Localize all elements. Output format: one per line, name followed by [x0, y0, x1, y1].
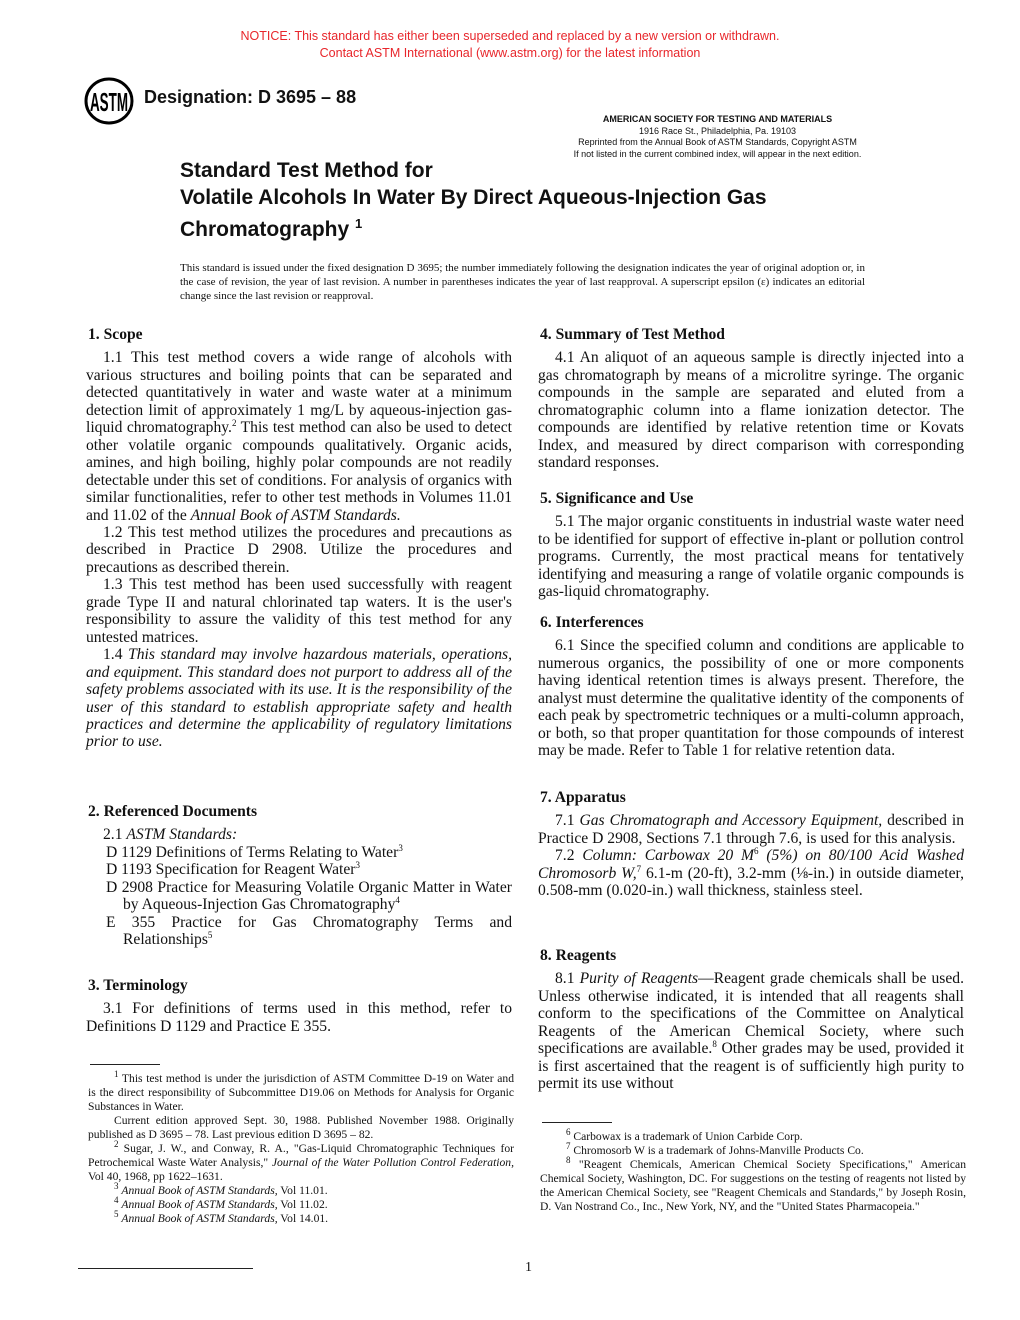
section-heading: 2. Referenced Documents	[88, 803, 258, 820]
text-run: Annual Book of ASTM Standards.	[190, 506, 401, 524]
text-run: "Reagent Chemicals, American Chemical Society Specifications," American Chemical Society, Washington, DC. For suggestions on the testing of reagents not listed by the American Chemical Society, see "Reagent Chemicals and Standards," by Joseph Rosin, D. Van Nostrand Co., Inc., New York, NY, and the "United States Pharmacopeia."	[540, 1158, 966, 1213]
text-run: D 1129 Definitions of Terms Relating to Water	[106, 843, 399, 861]
paragraph	[86, 914, 512, 949]
footnote-ref: 8	[566, 1155, 571, 1166]
section	[86, 326, 512, 751]
text-run: D 2908 Practice for Measuring Volatile Organic Matter in Water by Aqueous-Injection Gas Chromatography	[106, 878, 512, 914]
text-run: 7.1	[555, 812, 580, 830]
section	[538, 947, 964, 1093]
paragraph	[88, 1181, 514, 1198]
text-run: 3.1 For definitions of terms used in this method, refer to Definitions D 1129 and Practice E 355.	[86, 1000, 512, 1035]
text-run: 1.1 This test method covers a wide range of alcohols with various structures and boiling points that can be separated and detected quantitatively in water and waste water at a minimum detection limit of approximately 1 mg/L by aqueous-injection gas-liquid chromatography.	[86, 349, 512, 437]
text-run: 7.2	[555, 847, 583, 865]
notice-line-1: NOTICE: This standard has either been superseded and replaced by a new version or withdrawn.	[240, 29, 780, 43]
society-name: AMERICAN SOCIETY FOR TESTING AND MATERIALS	[602, 114, 833, 124]
text-run: ASTM Standards:	[126, 826, 238, 844]
left-footnotes	[88, 1069, 515, 1226]
text-run: 8.1	[555, 970, 580, 988]
text-run: Annual Book of ASTM Standards,	[121, 1198, 278, 1211]
paragraph	[86, 1000, 512, 1035]
footnote-ref: 1	[114, 1069, 119, 1080]
text-run: 6.1 Since the specified column and conditions are applicable to numerous organics, the possibility of one or more components having identical retention times is always present. Therefore, the analyst must determine the qualitative identity of the components of each peak by spectrometric techniques or a multi-column approach, or both, so that proper quantitation for those compounds of interest may be made. Refer to Table 1 for relative retention data.	[538, 637, 964, 760]
footnote-ref: 6	[754, 846, 759, 857]
text-run: 6.1-m (20-ft), 3.2-mm (⅛-in.) in outside diameter, 0.508-mm (0.020-in.) wall thickness, stainless steel.	[538, 864, 964, 900]
paragraph	[88, 1209, 514, 1226]
text-run: Vol 40, 1968, pp 1622–1631.	[88, 1170, 223, 1183]
footnote-ref: 6	[566, 1127, 571, 1138]
designation: Designation: D 3695 – 88	[144, 87, 357, 107]
text-run: Current edition approved Sept. 30, 1988. Published November 1988. Originally published as D 3695 – 78. Last previous edition D 3695 – 82.	[88, 1114, 514, 1141]
section-heading: 4. Summary of Test Method	[540, 326, 725, 343]
paragraph	[540, 1155, 966, 1214]
section	[538, 789, 964, 900]
footnote-ref: 7	[636, 863, 642, 874]
text-run: —Reagent grade chemicals shall be used. Unless otherwise indicated, it is intended that all reagents shall conform to the specifications of the Committee on Analytical Reagents of the American Chemical Society, where such specifications are available.	[538, 970, 964, 1058]
section-heading: 6. Interferences	[540, 614, 644, 631]
paragraph	[86, 844, 512, 861]
section-heading: 7. Apparatus	[540, 789, 626, 806]
paragraph	[86, 879, 512, 914]
text-run: described in Practice D 2908, Sections 7.1 through 7.6, is used for this analysis.	[538, 812, 965, 847]
paragraph	[88, 1195, 514, 1212]
document-title	[180, 158, 767, 244]
text-run: 1.4	[103, 646, 129, 664]
society-address: 1916 Race St., Philadelphia, Pa. 19103	[638, 125, 797, 136]
paragraph	[540, 1141, 966, 1158]
paragraph	[538, 970, 964, 1092]
title-line-3: Chromatography	[180, 218, 350, 241]
text-run: Vol 11.02.	[277, 1198, 328, 1211]
footnote-divider	[90, 1064, 160, 1065]
paragraph	[538, 637, 964, 759]
paragraph	[86, 349, 512, 524]
text-run: Annual Book of ASTM Standards,	[121, 1212, 278, 1225]
title-line-1: Standard Test Method for	[180, 159, 433, 182]
astm-logo	[84, 78, 134, 124]
paragraph	[88, 1114, 514, 1142]
text-run: (5%) on 80/100 Acid Washed Chromosorb W,	[538, 847, 965, 882]
text-run: 4.1 An aliquot of an aqueous sample is directly injected into a gas chromatograph by means of a microlitre syringe. The organic compounds in the sample are separated and eluted from a chromatographic column into a flame ionization detector. The compounds are identified by relative retention time or Kovats Index, and measured by direct comparison with corresponding standard responses.	[538, 349, 964, 472]
withdrawn-notice	[0, 28, 1020, 61]
paragraph	[538, 513, 964, 600]
text-run: Gas Chromatograph and Accessory Equipment,	[579, 812, 883, 830]
section	[86, 977, 512, 1035]
footnote-divider	[542, 1122, 612, 1123]
section	[86, 803, 512, 949]
section-heading: 3. Terminology	[88, 977, 188, 994]
text-run: Annual Book of ASTM Standards,	[121, 1184, 278, 1197]
footnote-ref: 3	[114, 1181, 119, 1192]
footnote-ref: 2	[114, 1139, 119, 1150]
text-run: Purity of Reagents	[579, 970, 699, 988]
footnote-ref: 2	[231, 418, 237, 429]
paragraph	[538, 847, 964, 899]
paragraph	[88, 1069, 514, 1114]
reprint-note: Reprinted from the Annual Book of ASTM Standards, Copyright ASTM	[578, 137, 857, 148]
text-run: This test method is under the jurisdiction of ASTM Committee D-19 on Water and is the direct responsibility of Subcommittee D19.06 on Methods for Analysis for Organic Substances in Water.	[88, 1072, 514, 1113]
section	[538, 614, 964, 760]
society-info	[540, 114, 895, 160]
text-run: Vol 14.01.	[277, 1212, 329, 1225]
text-run: This test method can also be used to detect other volatile organic compounds qualitatively. Organic acids, amines, and high boiling, highly polar compounds are not readily detectable under this set of conditions. For analysis of organics with similar functionalities, refer to other test methods in Volumes 11.01 and 11.02 of the	[86, 419, 512, 524]
issued-note: This standard is issued under the fixed designation D 3695; the number immediately following the designation indicates the year of original adoption or, in the case of revision, the year of last revision. A number in parentheses indicates the year of last reapproval. A superscript epsilon (ε) indicates an editorial change since the last revision or reapproval.	[180, 262, 865, 302]
section-heading: 5. Significance and Use	[540, 490, 694, 507]
text-run: E 355 Practice for Gas Chromatography Terms and Relationships	[106, 913, 512, 949]
text-run: Sugar, J. W., and Conway, R. A., "Gas-Liquid Chromatographic Techniques for Petrochemical Waste Water Analysis,"	[88, 1142, 514, 1169]
paragraph	[86, 646, 512, 751]
text-run: This standard may involve hazardous materials, operations, and equipment. This standard does not purport to address all of the safety problems associated with its use. It is the responsibility of the user of this standard to establish appropriate safety and health practices and determine the applicability of regulatory limitations prior to use.	[86, 646, 513, 751]
section-heading: 8. Reagents	[540, 947, 617, 964]
footnote-ref: 5	[207, 929, 213, 940]
footnote-ref: 7	[566, 1141, 571, 1152]
paragraph	[86, 576, 512, 646]
paragraph	[86, 826, 512, 843]
section	[538, 326, 964, 472]
page-number: 1	[525, 1260, 532, 1275]
section-heading: 1. Scope	[88, 326, 143, 343]
text-run: Journal of the Water Pollution Control Federation,	[271, 1156, 515, 1169]
text-run: Other grades may be used, provided it is first ascertained that the reagent is of sufficiently high purity to permit its use without	[538, 1040, 964, 1093]
footnote-ref: 3	[398, 842, 403, 853]
paragraph	[86, 524, 512, 576]
text-run: D 1193 Specification for Reagent Water	[106, 861, 356, 879]
footnote-ref: 8	[712, 1039, 717, 1050]
footnote-ref: 5	[114, 1209, 119, 1220]
bottom-rule	[78, 1268, 253, 1269]
text-run: 1.2 This test method utilizes the procedures and precautions as described in Practice D 2908. Utilize the procedures and precautions as described therein.	[86, 523, 512, 576]
footnote-ref: 4	[395, 895, 400, 906]
text-run: 5.1 The major organic constituents in industrial waste water need to be identified for support of effective in-plant or pollution control programs. Currently, the most practical means for tentatively identifying and measuring a range of volatile organic compounds is gas-liquid chromatography.	[538, 513, 964, 601]
paragraph	[538, 812, 964, 847]
text-run: Column: Carbowax 20 M	[582, 847, 754, 865]
text-run: Chromosorb W is a trademark of Johns-Manville Products Co.	[570, 1144, 864, 1157]
notice-line-2: Contact ASTM International (www.astm.org) for the latest information	[319, 45, 701, 60]
text-run: Vol 11.01.	[277, 1184, 328, 1197]
footnote-ref: 4	[114, 1195, 119, 1206]
title-footnote-mark: 1	[355, 216, 363, 231]
right-footnotes	[540, 1127, 966, 1214]
svg-text:ASTM: ASTM	[90, 87, 128, 117]
paragraph	[540, 1127, 966, 1144]
paragraph	[86, 861, 512, 878]
index-note: If not listed in the current combined index, will appear in the next edition.	[573, 148, 862, 159]
paragraph	[538, 349, 964, 471]
paragraph	[88, 1139, 515, 1184]
title-line-2: Volatile Alcohols In Water By Direct Aqueous-Injection Gas	[180, 185, 767, 209]
text-run: 1.3 This test method has been used successfully with reagent grade Type II and natural chlorinated tap waters. It is the user's responsibility to assure the validity of this test method for any untested matrices.	[86, 576, 512, 646]
section	[538, 490, 964, 601]
footnote-ref: 3	[355, 860, 360, 871]
text-run: Carbowax is a trademark of Union Carbide Corp.	[570, 1130, 803, 1143]
text-run: 2.1	[103, 826, 127, 844]
